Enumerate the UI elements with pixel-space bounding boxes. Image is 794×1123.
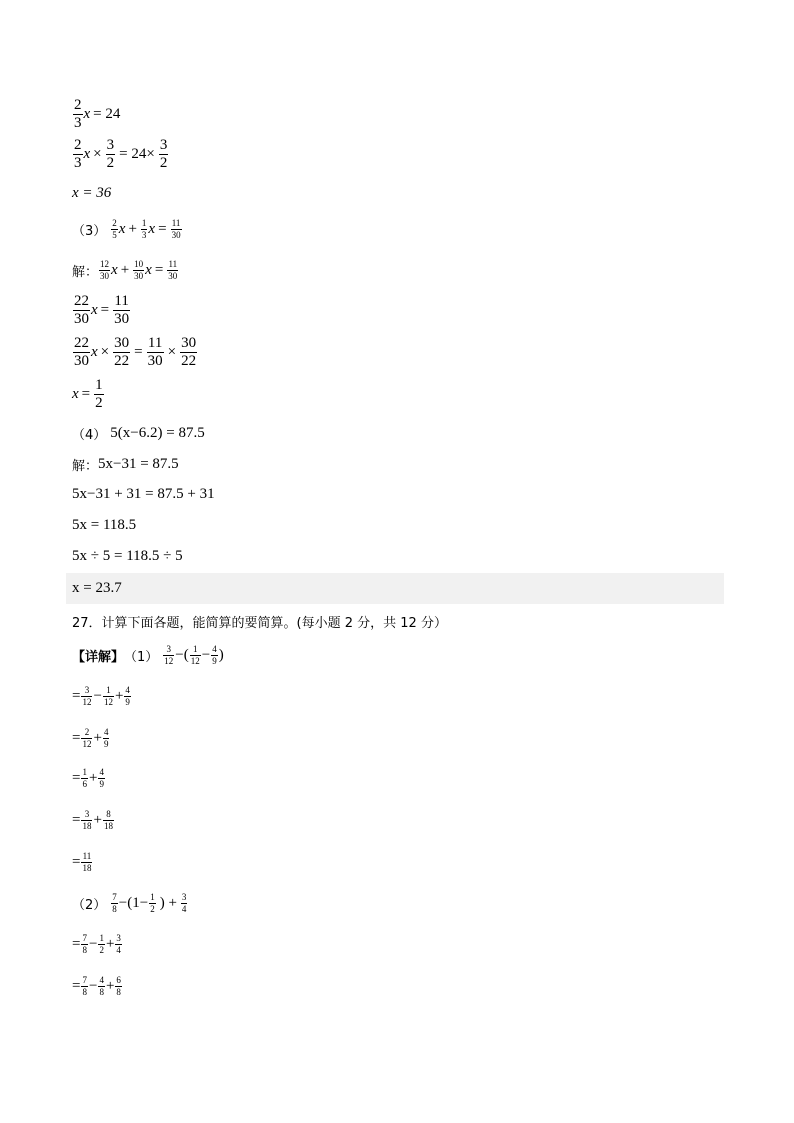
denominator: 8 [116,987,121,997]
numerator: 2 [84,727,90,737]
operator: + [88,770,98,786]
fraction [103,728,110,749]
equation-line [72,336,198,369]
denominator: 18 [82,863,92,873]
operator: = [134,344,143,360]
operator: − [88,936,98,952]
solution-label: 解： [72,265,99,280]
numerator: 4 [99,975,104,985]
detail-label: 【详解】 [72,650,125,665]
fraction [111,893,118,914]
numerator: 11 [147,335,163,351]
operator: + [105,936,115,952]
fraction [115,976,122,997]
fraction [103,686,114,707]
operator: + [105,978,115,994]
detail-line [72,893,188,914]
numerator: 4 [212,644,217,654]
equation-line [72,138,169,171]
numerator: 30 [114,335,130,351]
problem-3-line [72,219,183,240]
denominator: 30 [168,271,178,281]
denominator: 30 [171,230,181,240]
fraction [190,645,201,666]
step-line [72,810,115,831]
denominator: 8 [99,987,104,997]
operator: = [72,688,81,704]
equation-text: 5x−31 = 87.5 [98,456,179,472]
numerator: 1 [150,892,155,902]
operator: = [72,730,81,746]
problem-4-line [72,424,205,443]
fraction [124,686,131,707]
numerator: 3 [106,137,115,153]
operator: = [158,221,167,237]
numerator: 30 [181,335,197,351]
denominator: 22 [114,353,130,369]
numerator: 11 [114,293,129,309]
operator: + [120,262,130,278]
fraction [73,98,83,131]
numerator: 3 [159,137,168,153]
fraction [133,260,144,281]
numerator: 3 [84,809,90,819]
numerator: 2 [112,218,117,228]
fraction [115,934,122,955]
variable: x [91,302,98,318]
fraction [98,934,105,955]
fraction [81,810,92,831]
denominator: 9 [125,697,130,707]
problem-number: （4） [72,428,107,443]
denominator: 18 [82,821,92,831]
denominator: 2 [159,155,168,171]
fraction [73,294,90,327]
step-line [72,934,123,955]
fraction [81,686,92,707]
operator: = [100,302,110,318]
variable: x [91,344,98,360]
numerator: 3 [181,892,187,902]
operator: −(1− [118,895,149,911]
equation-line: 5x−31 + 31 = 87.5 + 31 [72,486,215,502]
numerator: 22 [74,293,89,309]
numerator: 2 [74,97,82,113]
numerator: 1 [82,767,87,777]
fraction [181,893,188,914]
fraction [147,336,164,369]
fraction [81,934,88,955]
denominator: 3 [74,115,82,131]
operator: + [93,812,102,828]
numerator: 1 [106,685,111,695]
variable: x [83,106,91,122]
numerator: 1 [193,644,198,654]
denominator: 30 [100,271,110,281]
fraction [106,138,116,171]
fraction [73,138,83,171]
equation-text: = 24 [93,106,121,122]
denominator: 12 [190,656,200,666]
numerator: 4 [125,685,130,695]
fraction [113,294,130,327]
denominator: 30 [147,353,163,369]
detail-line [72,645,224,666]
fraction [141,219,148,240]
variable: x [145,262,152,278]
denominator: 2 [99,945,104,955]
variable: x [118,221,126,237]
equation-line [72,294,131,327]
operator: = [154,262,164,278]
fraction [163,645,174,666]
numerator: 8 [106,809,111,819]
item-number: （2） [72,898,107,913]
denominator: 12 [82,697,92,707]
fraction [171,219,182,240]
numerator: 3 [116,933,121,943]
equation-line [72,378,105,411]
denominator: 12 [164,656,174,666]
denominator: 8 [82,987,87,997]
denominator: 9 [212,656,217,666]
fraction [159,138,169,171]
operator: − [93,688,102,704]
operator: × [167,344,177,360]
denominator: 30 [114,311,130,327]
numerator: 4 [99,767,104,777]
operator: = [72,770,81,786]
denominator: 4 [181,904,187,914]
fraction [98,768,105,789]
denominator: 3 [74,155,82,171]
denominator: 8 [82,945,87,955]
equation-line: x = 23.7 [72,580,122,596]
numerator: 3 [166,644,172,654]
fraction [149,893,156,914]
numerator: 4 [103,727,109,737]
denominator: 9 [103,739,109,749]
numerator: 11 [171,218,181,228]
fraction [81,976,88,997]
fraction [111,219,118,240]
fraction [103,810,114,831]
fraction [81,852,92,873]
numerator: 12 [100,259,110,269]
fraction [113,336,130,369]
operator: = [72,854,81,870]
numerator: 7 [82,933,87,943]
operator: − [201,647,211,663]
variable: x [83,146,91,162]
solution-line [72,455,179,474]
operator: = [72,936,81,952]
numerator: 2 [74,137,82,153]
equation-line [72,98,123,131]
fraction [180,336,197,369]
numerator: 3 [84,685,90,695]
operator: = [72,812,81,828]
denominator: 4 [116,945,121,955]
denominator: 9 [99,779,104,789]
equation-text: = 24× [119,146,155,162]
numerator: 7 [82,975,87,985]
equation-line: 5x = 118.5 [72,517,137,533]
step-line [72,852,93,873]
denominator: 5 [112,230,117,240]
fraction [94,378,104,411]
fraction [73,336,90,369]
operator: = [81,386,91,402]
numerator: 7 [112,892,117,902]
operator: = [72,978,81,994]
denominator: 2 [106,155,115,171]
fraction [98,976,105,997]
operator: ) + [159,895,177,911]
denominator: 22 [181,353,197,369]
solution-label: 解： [72,459,99,474]
numerator: 22 [74,335,89,351]
numerator: 11 [82,851,92,861]
numerator: 10 [134,259,144,269]
equation-line: x = 36 [72,185,112,201]
solution-line [72,260,179,281]
denominator: 12 [103,697,113,707]
denominator: 2 [150,904,155,914]
fraction [99,260,110,281]
denominator: 30 [74,311,89,327]
step-line [72,976,123,997]
denominator: 30 [74,353,89,369]
fraction [81,728,92,749]
operator: + [128,221,137,237]
denominator: 30 [134,271,144,281]
variable: x [148,221,156,237]
step-line [72,768,106,789]
step-line [72,728,110,749]
denominator: 8 [112,904,117,914]
numerator: 6 [116,975,121,985]
operator: × [100,344,110,360]
question-27-heading: 27．计算下面各题，能简算的要简算。(每小题 2 分，共 12 分） [72,616,447,631]
operator: + [93,730,102,746]
operator: − [88,978,98,994]
operator: ) [218,647,224,663]
denominator: 18 [103,821,113,831]
denominator: 2 [95,395,103,411]
fraction [211,645,218,666]
variable: x [72,386,79,402]
fraction [167,260,178,281]
variable: x [111,262,118,278]
numerator: 1 [99,933,104,943]
highlighted-line-background [66,573,724,604]
numerator: 1 [141,218,147,228]
numerator: 1 [95,377,103,393]
denominator: 3 [141,230,147,240]
step-line [72,686,132,707]
operator: × [93,146,102,162]
fraction [81,768,88,789]
denominator: 12 [82,739,92,749]
operator: −( [175,647,189,663]
numerator: 11 [168,259,178,269]
denominator: 6 [82,779,87,789]
equation-line: 5x ÷ 5 = 118.5 ÷ 5 [72,548,183,564]
operator: + [114,688,124,704]
problem-number: （3） [72,224,107,239]
item-number: （1） [124,650,159,665]
equation-text: 5(x−6.2) = 87.5 [110,425,205,441]
